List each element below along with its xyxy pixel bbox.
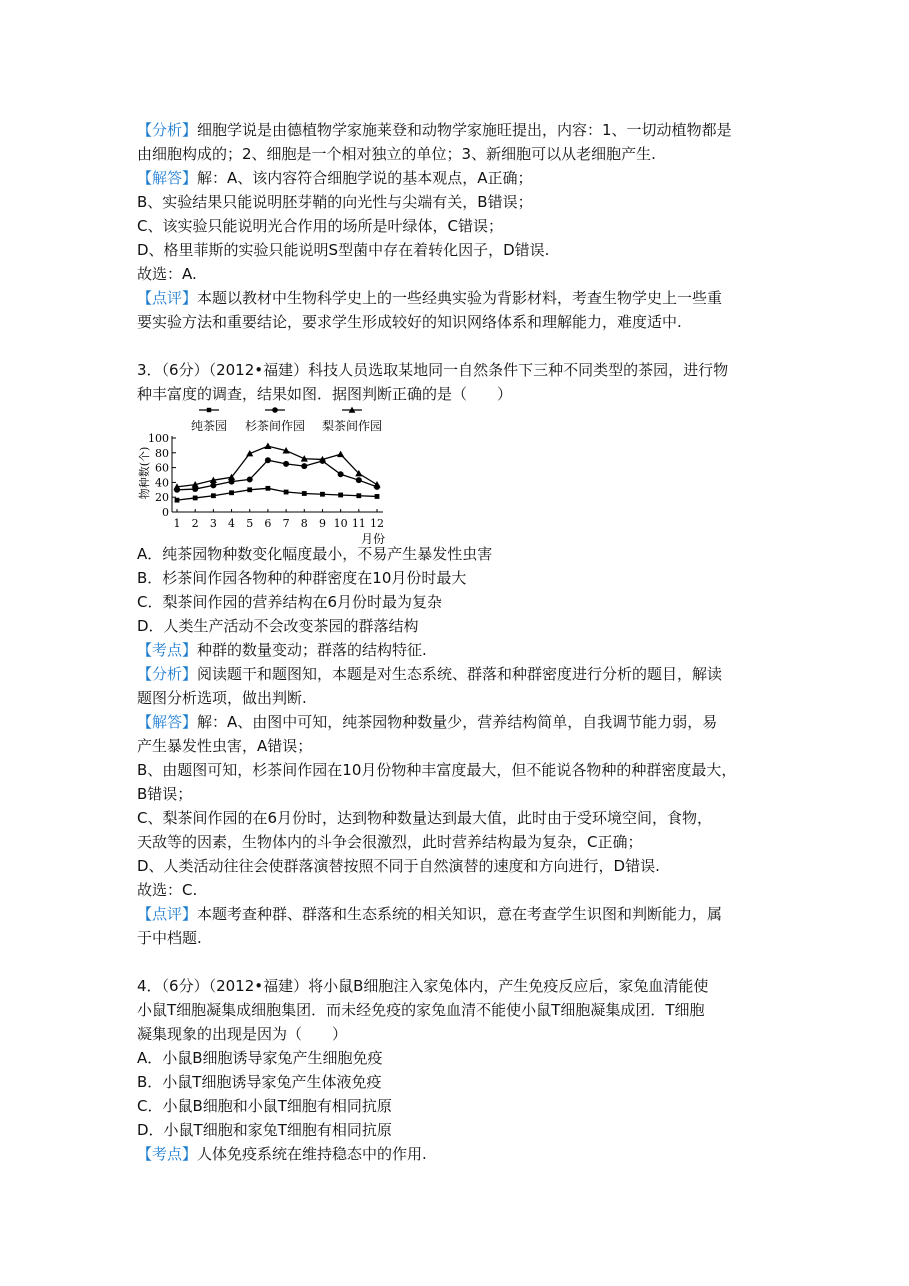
option-c: C．梨茶间作园的营养结构在6月份时最为复杂 — [137, 593, 443, 611]
option-b: B．小鼠T细胞诱导家兔产生体液免疫 — [137, 1073, 382, 1091]
legend-label: 杉茶间作园 — [244, 419, 306, 433]
analysis-tag: 【分析】 — [137, 121, 198, 139]
y-tick-label: 80 — [155, 446, 169, 460]
comment-tag: 【点评】 — [137, 905, 198, 923]
answer-line: B、由题图可知，杉茶间作园在10月份物种丰富度最大，但不能说各物种的种群密度最大， — [137, 761, 737, 779]
x-tick-label: 3 — [209, 517, 217, 530]
choose-line: 故选：A. — [137, 265, 197, 283]
x-tick-label: 2 — [191, 517, 199, 530]
document-page — [137, 118, 777, 1166]
series-line — [177, 488, 377, 500]
legend-label: 梨茶间作园 — [321, 419, 383, 433]
data-point — [375, 494, 380, 499]
x-tick-label: 10 — [333, 517, 348, 530]
comment-line: 于中档题. — [137, 929, 202, 947]
y-tick-label: 0 — [162, 506, 169, 519]
option-b: B．杉茶间作园各物种的种群密度在10月份时最大 — [137, 569, 467, 587]
analysis-line: 由细胞构成的；2、细胞是一个相对独立的单位；3、新细胞可以从老细胞产生. — [137, 145, 656, 163]
data-point — [247, 487, 252, 492]
data-point — [210, 482, 216, 488]
answer-line: 天敌等的因素，生物体内的斗争会很激烈，此时营养结构最为复杂，C正确； — [137, 833, 643, 851]
x-tick-label: 9 — [318, 517, 326, 530]
data-point — [207, 408, 211, 412]
answer-line: D、人类活动往往会使群落演替按照不同于自然演替的速度和方向进行，D错误. — [137, 857, 660, 875]
data-point — [283, 461, 289, 467]
question-stem: 凝集现象的出现是因为（ ） — [137, 1025, 348, 1043]
x-tick-label: 4 — [228, 517, 236, 530]
question-stem: 3．（6分）（2012•福建）科技人员选取某地同一自然条件下三种不同类型的茶园，进行物 — [137, 361, 729, 379]
analysis-line: 题图分析选项，做出判断. — [137, 689, 307, 707]
point-line: 【考点】种群的数量变动；群落的结构特征. — [137, 641, 427, 659]
data-point — [320, 492, 325, 497]
data-point — [193, 496, 198, 501]
option-d: D．小鼠T细胞和家兔T细胞有相同抗原 — [137, 1121, 392, 1139]
point-line: 【考点】人体免疫系统在维持稳态中的作用. — [137, 1145, 427, 1163]
analysis-line: 【分析】阅读题干和题图知，本题是对生态系统、群落和种群密度进行分析的题目，解读 — [137, 665, 723, 683]
answer-tag: 【解答】 — [137, 169, 198, 187]
y-tick-label: 20 — [155, 491, 169, 505]
comment-tag: 【点评】 — [137, 289, 198, 307]
choose-line: 故选：C. — [137, 881, 198, 899]
x-tick-label: 8 — [300, 517, 308, 530]
y-tick-label: 60 — [155, 461, 169, 475]
x-tick-label: 6 — [264, 517, 272, 530]
data-point — [265, 457, 271, 463]
option-a: A．纯茶园物种数变化幅度最小，不易产生暴发性虫害 — [137, 545, 493, 563]
data-point — [264, 443, 271, 449]
answer-line: C、梨茶间作园的在6月份时，达到物种数量达到最大值，此时由于受环境空间，食物， — [137, 809, 713, 827]
answer-line: 【解答】解：A、该内容符合细胞学说的基本观点，A正确； — [137, 169, 533, 187]
legend-label: 纯茶园 — [190, 419, 228, 433]
x-tick-label: 1 — [173, 517, 181, 530]
point-tag: 【考点】 — [137, 1145, 198, 1163]
analysis-line: 【分析】细胞学说是由德植物学家施莱登和动物学家施旺提出，内容：1、一切动植物都是 — [137, 121, 732, 139]
y-tick-label: 40 — [155, 476, 169, 490]
data-point — [356, 493, 361, 498]
series-line — [177, 446, 377, 487]
series-line — [177, 460, 377, 490]
data-point — [302, 491, 307, 496]
data-point — [301, 463, 307, 469]
question-stem: 小鼠T细胞凝集成细胞集团．而未经免疫的家兔血清不能使小鼠T细胞凝集成团．T细胞 — [137, 1001, 705, 1019]
data-point — [175, 498, 180, 503]
comment-line: 要实验方法和重要结论，要求学生形成较好的知识网络体系和理解能力，难度适中. — [137, 313, 682, 331]
answer-line: B、实验结果只能说明胚芽鞘的向光性与尖端有关，B错误； — [137, 193, 533, 211]
option-c: C．小鼠B细胞和小鼠T细胞有相同抗原 — [137, 1097, 392, 1115]
x-tick-label: 12 — [370, 517, 384, 530]
data-point — [284, 490, 289, 495]
question-stem: 种丰富度的调查，结果如图．据图判断正确的是（ ） — [137, 385, 513, 403]
answer-line: D、格里菲斯的实验只能说明S型菌中存在着转化因子，D错误. — [137, 241, 550, 259]
species-chart — [137, 408, 397, 546]
data-point — [337, 451, 344, 457]
data-point — [356, 477, 362, 483]
data-point — [247, 476, 253, 482]
comment-line: 【点评】本题考查种群、群落和生态系统的相关知识，意在考查学生识图和判断能力，属 — [137, 905, 723, 923]
data-point — [338, 471, 344, 477]
answer-line: 【解答】解：A、由图中可知，纯茶园物种数量少，营养结构简单，自我调节能力弱，易 — [137, 713, 718, 731]
answer-line: C、该实验只能说明光合作用的场所是叶绿体，C错误； — [137, 217, 503, 235]
analysis-tag: 【分析】 — [137, 665, 198, 683]
y-tick-label: 100 — [148, 432, 169, 445]
comment-line: 【点评】本题以教材中生物科学史上的一些经典实验为背影材料，考查生物学史上一些重 — [137, 289, 723, 307]
option-a: A．小鼠B细胞诱导家兔产生细胞免疫 — [137, 1049, 383, 1067]
chart-svg — [137, 408, 397, 546]
y-axis-label: 物种数(个) — [138, 446, 151, 500]
answer-tag: 【解答】 — [137, 713, 198, 731]
data-point — [266, 486, 271, 491]
x-axis-label: 月份 — [360, 532, 385, 546]
point-tag: 【考点】 — [137, 641, 198, 659]
data-point — [338, 493, 343, 498]
data-point — [272, 407, 278, 413]
question-stem: 4．（6分）（2012•福建）将小鼠B细胞注入家兔体内，产生免疫反应后，家兔血清能使 — [137, 977, 709, 995]
option-d: D．人类生产活动不会改变茶园的群落结构 — [137, 617, 419, 635]
data-point — [211, 493, 216, 498]
x-tick-label: 5 — [246, 517, 254, 530]
x-tick-label: 7 — [282, 517, 290, 530]
data-point — [373, 481, 380, 487]
answer-line: B错误； — [137, 785, 193, 803]
data-point — [229, 490, 234, 495]
answer-line: 产生暴发性虫害，A错误； — [137, 737, 313, 755]
x-tick-label: 11 — [351, 517, 366, 530]
